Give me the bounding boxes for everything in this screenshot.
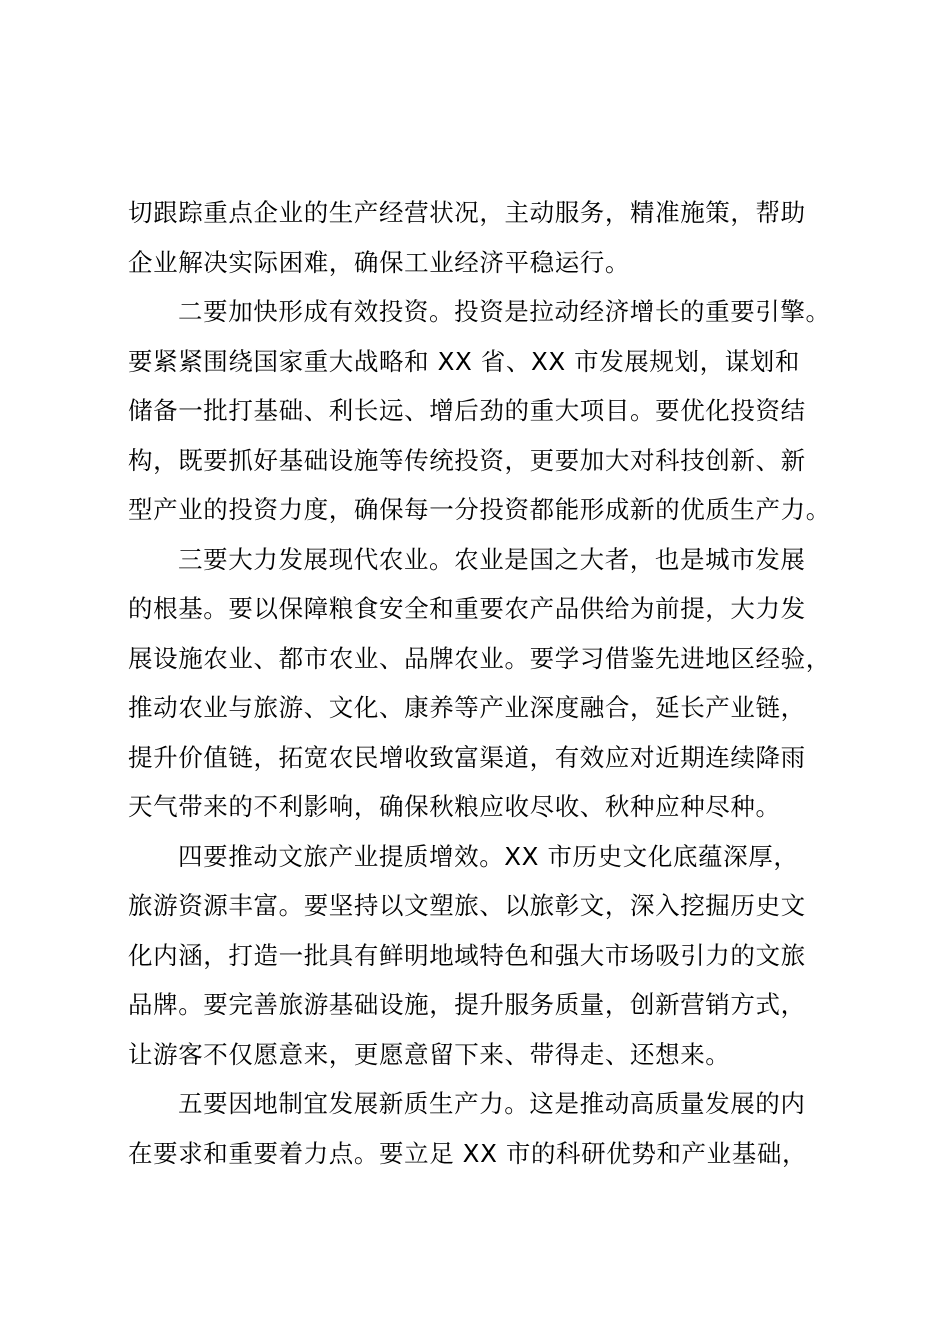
text-line: 储备一批打基础、利长远、增后劲的重大项目。要优化投资结 bbox=[128, 396, 806, 425]
text-line: 提升价值链，拓宽农民增收致富渠道，有效应对近期连续降雨 bbox=[128, 742, 806, 772]
paragraph-first-line: 五要因地制宜发展新质生产力。这是推动高质量发展的内 bbox=[178, 1089, 806, 1118]
paragraph-first-line: 二要加快形成有效投资。投资是拉动经济增长的重要引擎。 bbox=[178, 297, 831, 326]
text-line: 化内涵，打造一批具有鲜明地域特色和强大市场吸引力的文旅 bbox=[128, 940, 806, 970]
text-line: 展设施农业、都市农业、品牌农业。要学习借鉴先进地区经验， bbox=[128, 643, 831, 673]
paragraph-first-line: 四要推动文旅产业提质增效。XX 市历史文化底蕴深厚， bbox=[178, 841, 799, 871]
text-line: 天气带来的不利影响，确保秋粮应收尽收、秋种应种尽种。 bbox=[128, 792, 781, 821]
text-line: 构，既要抓好基础设施等传统投资，更要加大对科技创新、新 bbox=[128, 445, 806, 475]
text-line: 品牌。要完善旅游基础设施，提升服务质量，创新营销方式， bbox=[128, 990, 806, 1019]
text-line: 的根基。要以保障粮食安全和重要农产品供给为前提，大力发 bbox=[128, 594, 806, 623]
text-line: 型产业的投资力度，确保每一分投资都能形成新的优质生产力。 bbox=[128, 495, 831, 524]
text-line: 让游客不仅愿意来，更愿意留下来、带得走、还想来。 bbox=[128, 1039, 731, 1069]
paragraph-first-line: 三要大力发展现代农业。农业是国之大者，也是城市发展 bbox=[178, 544, 806, 574]
text-line: 要紧紧围绕国家重大战略和 XX 省、XX 市发展规划，谋划和 bbox=[128, 346, 800, 376]
text-line: 推动农业与旅游、文化、康养等产业深度融合，延长产业链， bbox=[128, 693, 806, 722]
text-line: 企业解决实际困难，确保工业经济平稳运行。 bbox=[128, 247, 630, 277]
text-line: 在要求和重要着力点。要立足 XX 市的科研优势和产业基础， bbox=[128, 1138, 808, 1168]
text-line: 切跟踪重点企业的生产经营状况，主动服务，精准施策，帮助 bbox=[128, 198, 806, 227]
text-line: 旅游资源丰富。要坚持以文塑旅、以旅彰文，深入挖掘历史文 bbox=[128, 891, 806, 920]
body-text bbox=[128, 188, 858, 1178]
